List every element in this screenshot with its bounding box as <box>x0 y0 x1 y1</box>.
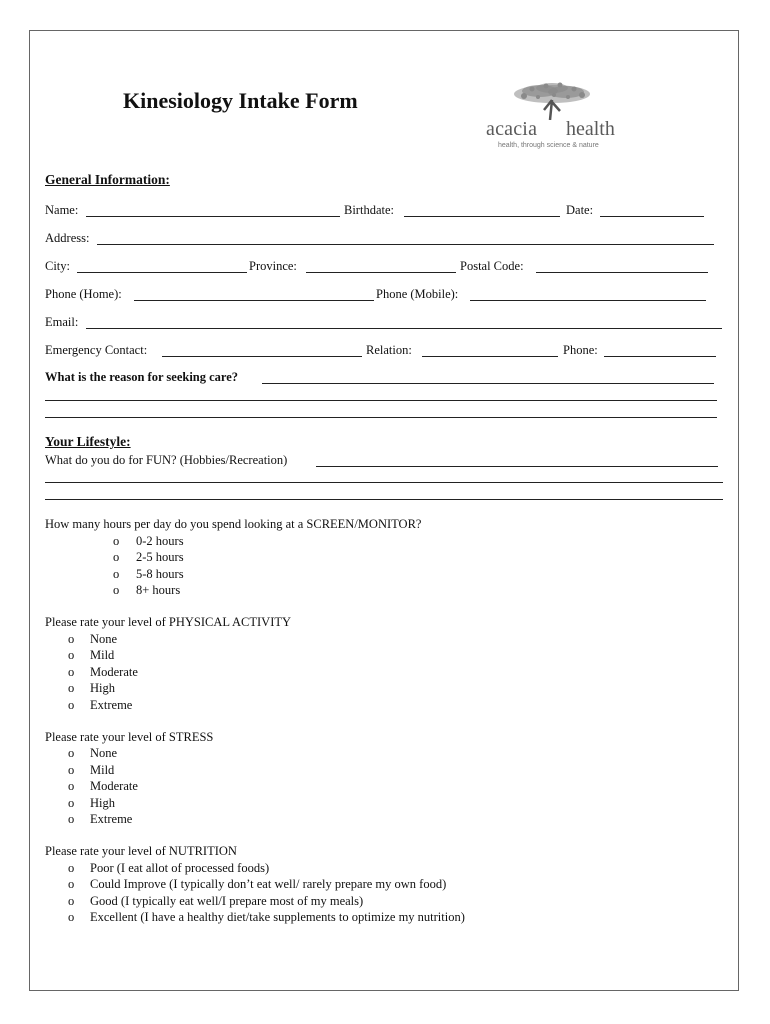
relation-label: Relation: <box>366 343 412 357</box>
screen-option: 0-2 hours <box>136 534 184 548</box>
general-info-heading: General Information: <box>45 172 170 187</box>
stress-option: Mild <box>90 763 115 777</box>
province-label: Province: <box>249 259 297 273</box>
page-title: Kinesiology Intake Form <box>123 88 358 113</box>
nutrition-option-bullet[interactable]: o <box>68 877 75 891</box>
activity-option-bullet[interactable]: o <box>68 665 75 679</box>
stress-question: Please rate your level of STRESS <box>45 730 214 744</box>
reason-label: What is the reason for seeking care? <box>45 370 239 384</box>
nutrition-option-bullet[interactable]: o <box>68 910 75 924</box>
acacia-tree-icon <box>480 80 630 120</box>
screen-option-bullet[interactable]: o <box>113 583 120 597</box>
phone-mobile-label: Phone (Mobile): <box>376 287 459 301</box>
nutrition-option: Poor (I eat allot of processed foods) <box>90 861 270 875</box>
activity-option: None <box>90 632 118 646</box>
acacia-health-logo <box>480 80 630 156</box>
date-label: Date: <box>566 203 594 217</box>
screen-option-bullet[interactable]: o <box>113 567 120 581</box>
emergency-contact-label: Emergency Contact: <box>45 343 148 357</box>
nutrition-option-bullet[interactable]: o <box>68 894 75 908</box>
screen-option-bullet[interactable]: o <box>113 550 120 564</box>
logo-word-health: health <box>566 118 615 140</box>
activity-option-bullet[interactable]: o <box>68 681 75 695</box>
fun-field-line-2[interactable] <box>45 482 723 483</box>
nutrition-question: Please rate your level of NUTRITION <box>45 844 237 858</box>
logo-word-acacia: acacia <box>486 118 538 140</box>
reason-field-line-2[interactable] <box>45 400 717 401</box>
phone-home-label: Phone (Home): <box>45 287 122 301</box>
screen-option: 2-5 hours <box>136 550 184 564</box>
stress-option-bullet[interactable]: o <box>68 796 75 810</box>
nutrition-option-bullet[interactable]: o <box>68 861 75 875</box>
screen-option: 5-8 hours <box>136 567 184 581</box>
phone-mobile-field[interactable] <box>470 300 706 301</box>
city-field[interactable] <box>77 272 247 273</box>
stress-option-bullet[interactable]: o <box>68 763 75 777</box>
stress-option-bullet[interactable]: o <box>68 812 75 826</box>
screen-option: 8+ hours <box>136 583 181 597</box>
email-label: Email: <box>45 315 79 329</box>
emergency-phone-label: Phone: <box>563 343 598 357</box>
city-label: City: <box>45 259 71 273</box>
date-field[interactable] <box>600 216 704 217</box>
fun-label: What do you do for FUN? (Hobbies/Recreation) <box>45 453 288 467</box>
phone-home-field[interactable] <box>134 300 374 301</box>
activity-option-bullet[interactable]: o <box>68 698 75 712</box>
relation-field[interactable] <box>422 356 558 357</box>
fun-field[interactable] <box>316 466 718 467</box>
postal-code-label: Postal Code: <box>460 259 524 273</box>
province-field[interactable] <box>306 272 456 273</box>
address-field[interactable] <box>97 244 714 245</box>
nutrition-option: Good (I typically eat well/I prepare most of my meals) <box>90 894 364 908</box>
reason-field-line-3[interactable] <box>45 417 717 418</box>
nutrition-option: Could Improve (I typically don’t eat well/ rarely prepare my own food) <box>90 877 447 891</box>
stress-option: Extreme <box>90 812 133 826</box>
birthdate-label: Birthdate: <box>344 203 394 217</box>
stress-option-bullet[interactable]: o <box>68 779 75 793</box>
emergency-phone-field[interactable] <box>604 356 716 357</box>
activity-option-bullet[interactable]: o <box>68 632 75 646</box>
activity-option: High <box>90 681 115 695</box>
postal-code-field[interactable] <box>536 272 708 273</box>
activity-option: Moderate <box>90 665 138 679</box>
stress-option: High <box>90 796 115 810</box>
reason-field[interactable] <box>262 383 714 384</box>
birthdate-field[interactable] <box>404 216 560 217</box>
name-label: Name: <box>45 203 79 217</box>
fun-field-line-3[interactable] <box>45 499 723 500</box>
nutrition-option: Excellent (I have a healthy diet/take supplements to optimize my nutrition) <box>90 910 465 924</box>
name-field[interactable] <box>86 216 340 217</box>
emergency-contact-field[interactable] <box>162 356 362 357</box>
screen-question: How many hours per day do you spend looking at a SCREEN/MONITOR? <box>45 517 422 531</box>
lifestyle-heading: Your Lifestyle: <box>45 434 131 449</box>
stress-option-bullet[interactable]: o <box>68 746 75 760</box>
activity-option-bullet[interactable]: o <box>68 648 75 662</box>
logo-tagline: health, through science & nature <box>498 142 599 149</box>
activity-option: Mild <box>90 648 115 662</box>
email-field[interactable] <box>86 328 722 329</box>
address-label: Address: <box>45 231 90 245</box>
screen-option-bullet[interactable]: o <box>113 534 120 548</box>
stress-option: None <box>90 746 118 760</box>
activity-question: Please rate your level of PHYSICAL ACTIVITY <box>45 615 292 629</box>
stress-option: Moderate <box>90 779 138 793</box>
activity-option: Extreme <box>90 698 133 712</box>
